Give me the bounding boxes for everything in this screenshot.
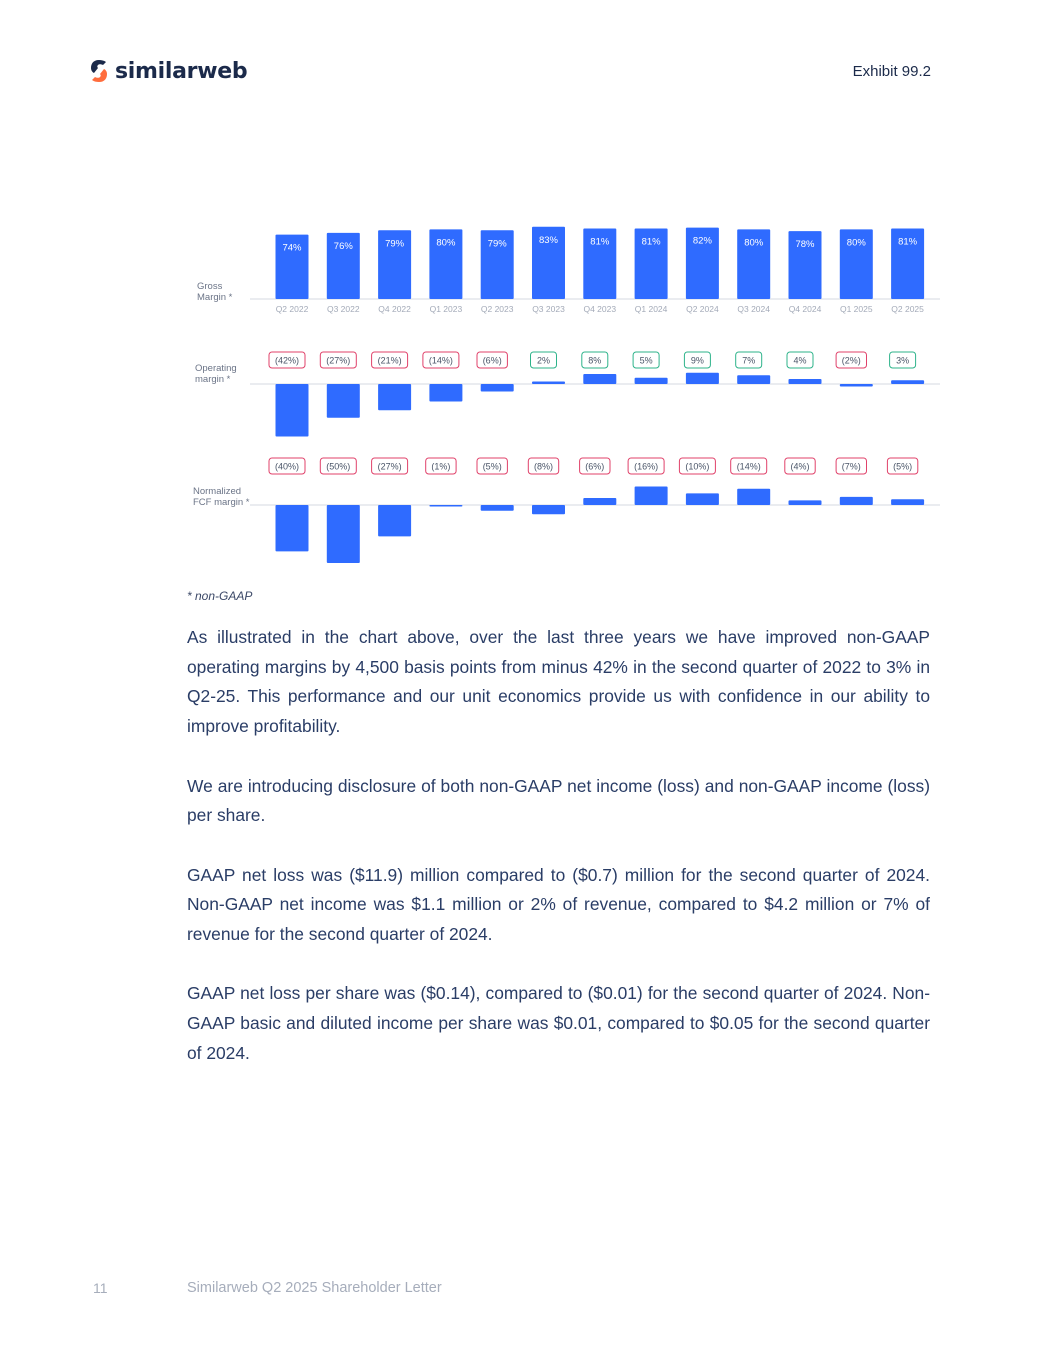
x-tick-label: Q2 2024 (686, 304, 719, 314)
fcf-value-label: (1%) (431, 461, 451, 472)
x-tick-label: Q1 2023 (429, 304, 463, 314)
fcf-bar (583, 498, 616, 505)
operating-row-label-line-1: Operating (195, 363, 237, 374)
fcf-value-label: (40%) (274, 461, 300, 472)
operating-bar (891, 380, 924, 384)
operating-bar (429, 384, 462, 402)
x-tick-label: Q4 2024 (788, 304, 822, 314)
x-tick-label: Q3 2024 (737, 304, 771, 314)
gross-row-label-line-1: Gross (197, 281, 223, 292)
gross-bar-label: 79% (487, 238, 507, 250)
x-tick-label: Q3 2022 (326, 304, 360, 314)
page-number: 11 (93, 1280, 108, 1296)
fcf-value-label: (8%) (533, 461, 554, 472)
margins-chart (0, 210, 1055, 580)
footnote: * non-GAAP (187, 589, 253, 603)
x-tick-label: Q3 2023 (532, 304, 565, 314)
operating-bar (635, 378, 668, 384)
operating-value-label: (42%) (274, 355, 300, 366)
fcf-bar (737, 489, 770, 505)
x-tick-label: Q1 2024 (634, 304, 668, 314)
fcf-row-label-line-1: Normalized (193, 486, 242, 497)
operating-bar (686, 373, 719, 384)
fcf-bar (686, 493, 719, 505)
fcf-value-label: (7%) (841, 461, 861, 472)
gross-bar-label: 83% (538, 234, 559, 246)
operating-value-label: 2% (536, 355, 551, 366)
operating-bar (737, 375, 770, 384)
operating-value-label: (21%) (377, 355, 402, 366)
fcf-value-label: (14%) (736, 461, 761, 472)
fcf-bar (327, 505, 360, 563)
operating-bar (583, 374, 616, 384)
fcf-value-label: (4%) (790, 461, 810, 472)
gross-bar-label: 80% (744, 237, 764, 249)
gross-row-label-line-2: Margin * (197, 292, 233, 303)
operating-bar (276, 384, 309, 437)
x-tick-label: Q2 2023 (480, 304, 514, 314)
logo-icon (89, 58, 109, 84)
paragraph-2: We are introducing disclosure of both non-GAAP net income (loss) and non-GAAP income (loss) per share. (187, 775, 930, 826)
fcf-bar (891, 499, 924, 505)
operating-value-label: (2%) (841, 355, 861, 366)
fcf-value-label: (10%) (685, 461, 710, 472)
fcf-bar (532, 505, 565, 514)
operating-row-label-line-2: margin * (195, 374, 231, 385)
fcf-value-label: (27%) (377, 461, 402, 472)
x-tick-label: Q4 2023 (583, 304, 617, 314)
exhibit-label: Exhibit 99.2 (852, 63, 931, 80)
footer-title: Similarweb Q2 2025 Shareholder Letter (187, 1280, 442, 1296)
fcf-value-label: (5%) (482, 461, 502, 472)
fcf-value-label: (50%) (326, 461, 351, 472)
x-tick-label: Q1 2025 (839, 304, 873, 314)
gross-bar-label: 80% (846, 237, 866, 249)
fcf-bar (840, 497, 873, 505)
fcf-value-label: (6%) (585, 461, 605, 472)
fcf-bar (429, 505, 462, 507)
gross-bar-label: 76% (333, 240, 353, 252)
paragraph-3: GAAP net loss was ($11.9) million compared to ($0.7) million for the second quarter of 2024. Non-GAAP net income was $1.1 million or 2% of revenue, compared to $4.2 million or 7% of revenue for the second quarter of 2024. (187, 864, 930, 944)
x-tick-label: Q2 2025 (891, 304, 924, 314)
operating-value-label: 5% (639, 355, 653, 366)
gross-bar-label: 81% (641, 236, 661, 248)
operating-value-label: (27%) (326, 355, 351, 366)
fcf-bar (378, 505, 411, 536)
logo-text: similarweb (115, 58, 248, 84)
gross-bar-label: 82% (692, 235, 712, 247)
operating-value-label: 8% (588, 355, 602, 366)
operating-bar (789, 379, 822, 384)
gross-bar-label: 79% (385, 238, 405, 250)
gross-bar-label: 81% (898, 236, 918, 248)
operating-value-label: 3% (896, 355, 910, 366)
operating-value-label: 9% (690, 355, 704, 366)
operating-bar (327, 384, 360, 418)
fcf-bar (276, 505, 309, 551)
operating-bar (378, 384, 411, 410)
operating-bar (481, 384, 514, 392)
body-text (187, 623, 930, 1098)
paragraph-4: GAAP net loss per share was ($0.14), compared to ($0.01) for the second quarter of 2024. Non-GAAP basic and diluted income per share was $0.01, compared to $0.05 for the second quarter of 2024. (187, 983, 930, 1063)
gross-bar-label: 78% (795, 239, 815, 251)
fcf-bar (789, 500, 822, 505)
gross-bar-label: 74% (282, 242, 302, 254)
x-tick-label: Q2 2022 (275, 304, 309, 314)
operating-bar (532, 382, 565, 385)
operating-value-label: (14%) (428, 355, 453, 366)
operating-value-label: 7% (742, 355, 756, 366)
operating-value-label: (6%) (482, 355, 502, 366)
paragraph-1: As illustrated in the chart above, over the last three years we have improved non-GAAP operating margins by 4,500 basis points from minus 42% in the second quarter of 2022 to 3% in Q2-25. This performance and our unit economics provide us with confidence in our ability to improve profitability. (187, 627, 930, 737)
operating-value-label: 4% (793, 355, 807, 366)
operating-bar (840, 384, 873, 387)
x-tick-label: Q4 2022 (378, 304, 411, 314)
fcf-value-label: (16%) (634, 461, 659, 472)
fcf-bar (635, 486, 668, 505)
gross-bar-label: 81% (590, 236, 610, 248)
fcf-row-label-line-2: FCF margin * (193, 497, 250, 508)
fcf-value-label: (5%) (893, 461, 913, 472)
gross-bar-label: 80% (436, 237, 456, 249)
fcf-bar (481, 505, 514, 511)
similarweb-logo (89, 58, 247, 84)
